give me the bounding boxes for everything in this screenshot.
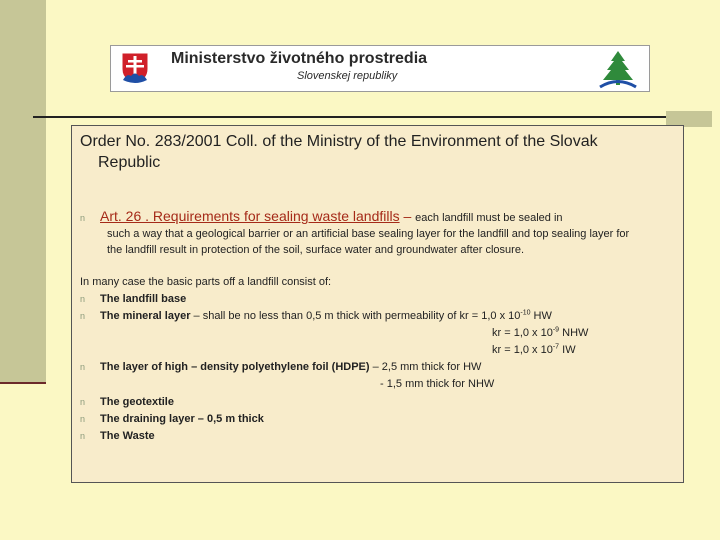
article-dash: – — [399, 208, 416, 224]
content-panel — [71, 125, 684, 483]
bullet-icon: n — [80, 414, 86, 424]
permeability-nhw — [492, 327, 588, 339]
bullet-icon: n — [80, 213, 86, 223]
unit: IW — [559, 344, 576, 356]
left-band-underline — [0, 382, 46, 384]
ministry-subtitle: Slovenskej republiky — [297, 70, 398, 82]
item-text: – 2,5 mm thick for HW — [369, 361, 482, 373]
exponent: -7 — [552, 343, 560, 351]
hdpe-nhw-thickness: - 1,5 mm thick for NHW — [380, 378, 495, 390]
list-item-geotextile — [80, 396, 174, 408]
item-label: The mineral layer — [100, 310, 191, 322]
list-item-landfill-base — [80, 293, 186, 305]
permeability-iw — [492, 344, 576, 356]
tree-logo-icon — [597, 49, 639, 89]
unit: NHW — [559, 327, 589, 339]
list-item-waste — [80, 430, 155, 442]
ministry-name: Ministerstvo životného prostredia — [171, 50, 428, 67]
bullet-icon: n — [80, 431, 86, 441]
item-label: The geotextile — [100, 396, 174, 408]
article-text-1: each landfill must be sealed in — [415, 212, 563, 224]
unit: HW — [530, 310, 552, 322]
item-label: The layer of high – density polyethylene foil (HDPE) — [100, 361, 370, 373]
slovak-coat-of-arms-icon — [121, 52, 149, 84]
list-item-mineral-layer — [80, 310, 552, 322]
list-item-hdpe — [80, 361, 481, 373]
top-divider — [33, 116, 666, 118]
ministry-logo-banner — [110, 45, 650, 92]
article-text-2: such a way that a geological barrier or an artificial base sealing layer for the landfill and top sealing layer for — [107, 228, 630, 240]
bullet-icon: n — [80, 362, 86, 372]
item-label: The Waste — [100, 430, 155, 442]
article-link[interactable]: Art. 26 . Requirements for sealing waste landfills — [100, 208, 400, 224]
title-line-2: Republic — [98, 154, 161, 171]
exponent: -9 — [552, 326, 560, 334]
bullet-icon: n — [80, 311, 86, 321]
value: kr = 1,0 x 10 — [492, 344, 553, 356]
bullet-icon: n — [80, 397, 86, 407]
exponent: -10 — [520, 309, 531, 317]
article-text-3: the landfill result in protection of the soil, surface water and groundwater after closure. — [107, 244, 525, 256]
list-item-draining-layer — [80, 413, 264, 425]
item-text: – shall be no less than 0,5 m thick with permeability of kr = 1,0 x 10 — [190, 310, 521, 322]
item-label: The landfill base — [100, 293, 187, 305]
title-line-1: Order No. 283/2001 Coll. of the Ministry of the Environment of the Slovak — [80, 133, 598, 150]
intro-text: In many case the basic parts off a landfill consist of: — [80, 276, 332, 288]
bullet-icon: n — [80, 294, 86, 304]
value: kr = 1,0 x 10 — [492, 327, 553, 339]
left-decorative-band — [0, 0, 46, 382]
page-title — [80, 131, 680, 173]
item-label: The draining layer – 0,5 m thick — [100, 413, 264, 425]
article-paragraph — [80, 208, 680, 258]
